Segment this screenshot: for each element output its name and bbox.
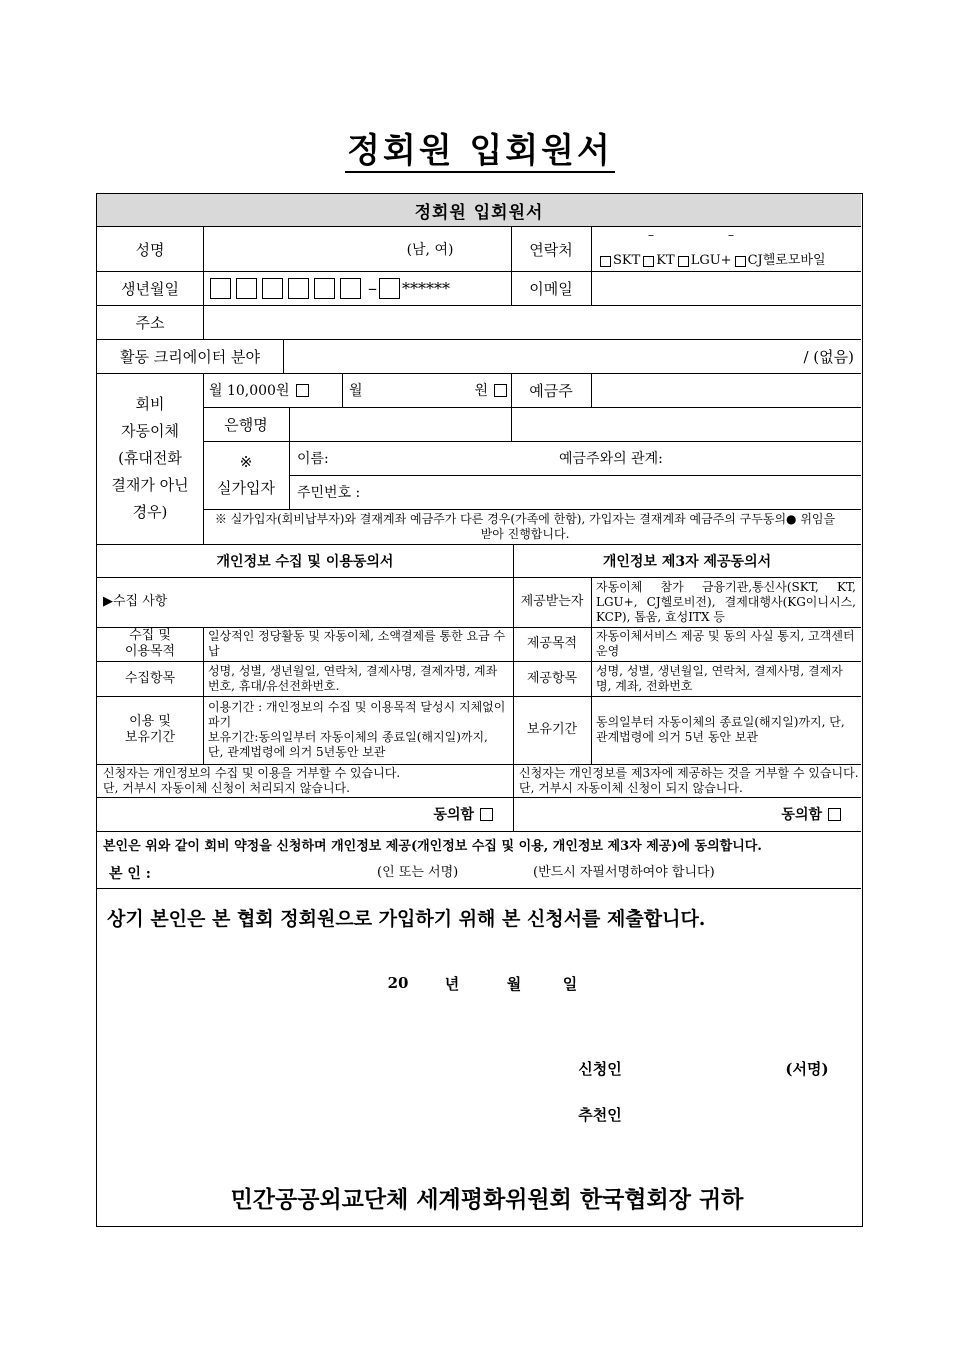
addressee: 민간공공외교단체 세계평화위원회 한국협회장 귀하 bbox=[230, 1185, 744, 1213]
self-label: 본 인 : bbox=[109, 866, 151, 882]
payer-name-field[interactable]: 이름: bbox=[297, 451, 329, 467]
carrier-skt-checkbox[interactable] bbox=[600, 256, 611, 267]
provide-purpose-value: 자동이체서비스 제공 및 동의 사실 통지, 고객센터 운영 bbox=[596, 629, 855, 658]
third-party-consent-title: 개인정보 제3자 제공동의서 bbox=[602, 553, 772, 570]
provide-purpose-label: 제공목적 bbox=[526, 636, 578, 651]
birth-mask: ****** bbox=[402, 278, 450, 298]
birth-digit-box[interactable] bbox=[340, 278, 361, 299]
provide-items-label: 제공항목 bbox=[526, 670, 578, 686]
date-month-unit: 월 bbox=[506, 974, 522, 993]
payer-relation-field[interactable]: 예금주와의 관계: bbox=[559, 451, 663, 467]
birth-input-boxes bbox=[210, 271, 510, 305]
contact-dash-1: – bbox=[648, 227, 654, 242]
monthly-fixed-option[interactable] bbox=[209, 373, 342, 407]
date-day-unit: 일 bbox=[562, 974, 578, 993]
third-refuse-note: 신청자는 개인정보를 제3자에 제공하는 것을 거부할 수 있습니다. 단, 거부시 자동이체 신청이 되지 않습니다. bbox=[519, 765, 859, 795]
recipient-label: 제공받는자 bbox=[520, 594, 584, 609]
carrier-skt-label: SKT bbox=[613, 253, 641, 268]
birth-digit-box[interactable] bbox=[314, 278, 335, 299]
name-input[interactable] bbox=[204, 228, 510, 270]
depositor-input[interactable] bbox=[592, 374, 860, 406]
provide-retention-value: 동의일부터 자동이체의 종료일(해지일)까지, 단, 관계법령에 의거 5년 동안 보관 bbox=[596, 715, 845, 744]
provide-items-value: 성명, 성별, 생년월일, 연락처, 결제사명, 결제자명, 계좌, 전화번호 bbox=[596, 663, 843, 693]
carrier-kt-label: KT bbox=[656, 253, 675, 268]
third-agree-label: 동의함 bbox=[781, 807, 822, 823]
recommender-label: 추천인 bbox=[578, 1105, 622, 1124]
note-mark: ※ bbox=[239, 453, 253, 471]
carrier-cj-checkbox[interactable] bbox=[735, 256, 746, 267]
purpose-label: 수집 및 이용목적 bbox=[124, 628, 176, 659]
collect-items-label: ▶수집 사항 bbox=[103, 594, 168, 609]
birth-digit-box[interactable] bbox=[288, 278, 309, 299]
address-label: 주소 bbox=[135, 313, 165, 332]
monthly-custom-option[interactable] bbox=[427, 373, 507, 407]
carrier-options bbox=[597, 252, 861, 270]
submission-statement: 상기 본인은 본 협회 정회원으로 가입하기 위해 본 신청서를 제출합니다. bbox=[107, 907, 706, 930]
applicant-label: 신청인 bbox=[578, 1059, 622, 1078]
third-agree-checkbox[interactable] bbox=[828, 808, 841, 821]
monthly-fixed-label: 월 10,000원 bbox=[209, 383, 290, 399]
form-header-title: 정회원 입회원서 bbox=[414, 203, 544, 223]
carrier-kt-checkbox[interactable] bbox=[643, 256, 654, 267]
signature-label[interactable]: (서명) bbox=[785, 1059, 829, 1078]
won-label: 원 bbox=[474, 383, 488, 399]
date-year-unit: 년 bbox=[444, 974, 460, 993]
purpose-value: 일상적인 정당활동 및 자동이체, 소액결제를 통한 요금 수납 bbox=[208, 629, 506, 658]
actual-payer-label bbox=[203, 441, 289, 509]
actual-payer-text: 실가입자 bbox=[217, 479, 275, 497]
carrier-lgu-label: LGU+ bbox=[690, 253, 732, 268]
contact-dash-2: – bbox=[728, 227, 734, 242]
activity-value[interactable]: / (없음) bbox=[803, 347, 854, 366]
payer-resident-field[interactable]: 주민번호 : bbox=[297, 485, 361, 501]
email-input[interactable] bbox=[592, 272, 860, 304]
activity-label: 활동 크리에이터 분야 bbox=[120, 347, 260, 366]
items-label: 수집항목 bbox=[124, 670, 176, 686]
name-label: 성명 bbox=[135, 240, 165, 259]
collect-refuse-note: 신청자는 개인정보의 수집 및 이용을 거부할 수 있습니다. 단, 거부시 자동이체 신청이 처리되지 않습니다. bbox=[103, 765, 401, 795]
date-year[interactable]: 20 bbox=[387, 974, 409, 992]
email-label: 이메일 bbox=[529, 279, 573, 298]
payment-notice: ※ 실가입자(회비납부자)와 결재계좌 예금주가 다른 경우(가족에 한함), 가입자는 결재계좌 예금주의 구두동의● 위임을 받아 진행합니다. bbox=[214, 511, 836, 541]
bank-extra-input[interactable] bbox=[512, 408, 860, 440]
sign-hint[interactable]: (인 또는 서명) bbox=[377, 865, 459, 880]
address-input[interactable] bbox=[204, 306, 860, 338]
carrier-lgu-checkbox[interactable] bbox=[678, 256, 689, 267]
collect-agree-checkbox[interactable] bbox=[480, 808, 493, 821]
items-value: 성명, 성별, 생년월일, 연락처, 결제사명, 결제자명, 계좌번호, 휴대/유선전화번호. bbox=[208, 663, 498, 693]
recipient-value: 자동이체 참가 금융기관,통신사(SKT, KT, LGU+, CJ헬로비전), 결제대행사(KG이니시스, KCP), 톱움, 효성ITX 등 bbox=[596, 579, 856, 624]
birth-label: 생년월일 bbox=[121, 279, 179, 298]
depositor-label: 예금주 bbox=[529, 381, 573, 400]
third-agree-option[interactable] bbox=[513, 797, 841, 831]
collect-agree-option[interactable] bbox=[97, 797, 493, 831]
collect-consent-title: 개인정보 수집 및 이용동의서 bbox=[216, 553, 394, 570]
payment-section-label: 회비 자동이체 (휴대전화 결재가 아닌 경우) bbox=[111, 395, 189, 521]
collect-agree-label: 동의함 bbox=[433, 807, 474, 823]
contact-label: 연락처 bbox=[529, 240, 573, 259]
bank-input[interactable] bbox=[290, 408, 510, 440]
birth-digit-box[interactable] bbox=[262, 278, 283, 299]
bank-label: 은행명 bbox=[224, 415, 268, 434]
birth-dash: – bbox=[368, 277, 377, 299]
provide-retention-label: 보유기간 bbox=[526, 722, 578, 737]
birth-digit-box[interactable] bbox=[236, 278, 257, 299]
sign-note: (반드시 자필서명하여야 합니다) bbox=[533, 865, 715, 880]
consent-statement: 본인은 위와 같이 회비 약정을 신청하며 개인정보 제공(개인정보 수집 및 이용, 개인정보 제3자 제공)에 동의합니다. bbox=[103, 839, 762, 854]
retention-value: 이용기간 : 개인정보의 수집 및 이용목적 달성시 지체없이 파기 보유기간:동의일부터 자동이체의 종료일(해지일)까지, 단, 관계법령에 의거 5년동안 보관 bbox=[208, 700, 506, 759]
carrier-cj-label: CJ헬로모바일 bbox=[747, 253, 826, 268]
monthly-label: 월 bbox=[349, 383, 363, 399]
page-title: 정회원 입회원서 bbox=[347, 131, 613, 171]
monthly-fixed-checkbox[interactable] bbox=[296, 384, 309, 397]
retention-label: 이용 및 보유기간 bbox=[124, 714, 176, 745]
monthly-custom-checkbox[interactable] bbox=[494, 384, 507, 397]
gender-digit-box[interactable] bbox=[379, 278, 400, 299]
application-form bbox=[96, 193, 863, 1227]
gender-choice[interactable]: (남, 여) bbox=[406, 242, 454, 258]
birth-digit-box[interactable] bbox=[210, 278, 231, 299]
